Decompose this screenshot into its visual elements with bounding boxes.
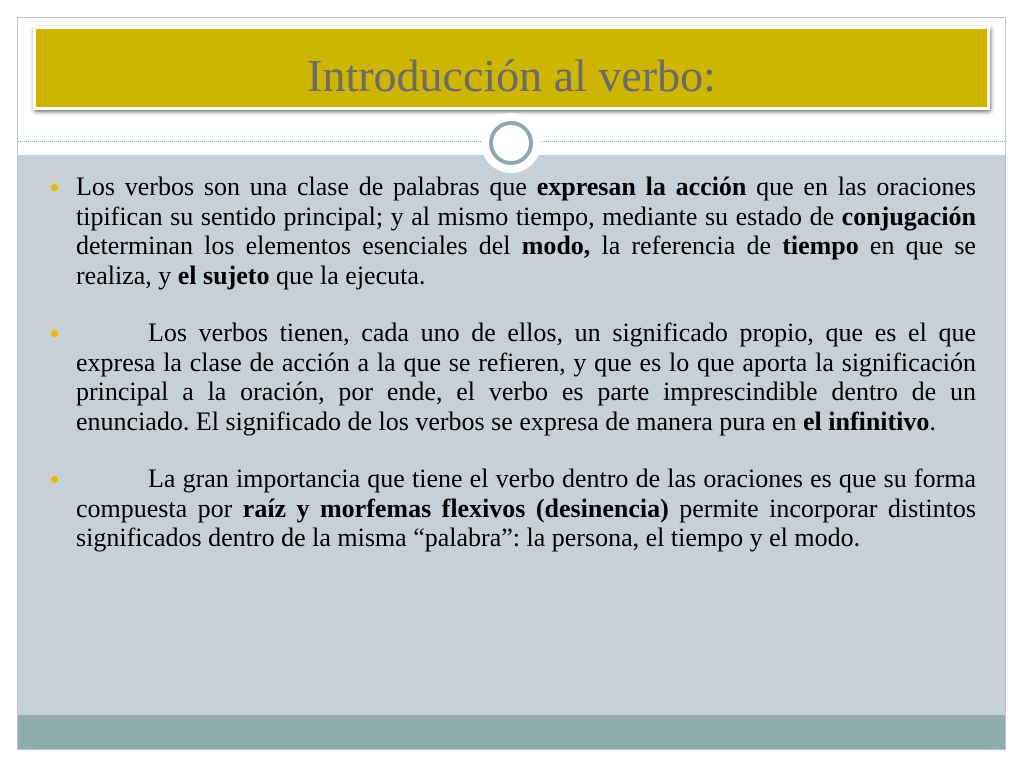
bold-segment: tiempo: [782, 231, 859, 260]
bold-segment: modo,: [521, 231, 591, 260]
text-segment: que la ejecuta.: [269, 260, 426, 290]
bold-segment: conjugación: [841, 201, 976, 231]
text-segment: .: [929, 406, 936, 436]
bold-segment: raíz y morfemas flexivos (desinencia): [242, 493, 669, 523]
bold-segment: expresan la acción: [536, 172, 747, 201]
bold-segment: el sujeto: [177, 260, 270, 290]
text-segment: en que se realiza, y: [76, 231, 976, 290]
bullet-text: [76, 318, 976, 436]
bullet-item: [44, 318, 976, 436]
text-segment: Los verbos son una clase de palabras que: [76, 172, 537, 201]
text-segment: la referencia de: [590, 231, 783, 260]
circle-ring-icon: [489, 121, 533, 165]
title-bar: [33, 26, 990, 110]
bullet-item: [44, 172, 976, 290]
bullet-item: [44, 464, 976, 553]
slide-title: Introducción al verbo:: [307, 50, 716, 101]
text-segment: La gran importancia que tiene el verbo dentro de las oraciones es que su forma compuesta por: [76, 464, 976, 523]
bullet-dot-icon: [50, 475, 59, 484]
bullet-list: [44, 172, 976, 581]
text-segment: determinan los elementos esenciales del: [76, 231, 522, 260]
text-segment: permite incorporar distintos significados dentro de la misma “palabra”: la persona, el tiempo y el modo.: [76, 493, 977, 552]
bullet-text: [76, 464, 976, 553]
text-segment: Los verbos tienen, cada uno de ellos, un significado propio, que es el que expresa la clase de acción a la que se refieren, y que es lo que aporta la significación principal a la oración, por ende, el verbo es parte imprescindible dentro de un enunciado. El significado de los verbos se expresa de manera pura en: [76, 318, 976, 436]
bullet-dot-icon: [50, 329, 59, 338]
footer-bar: [18, 715, 1005, 749]
text-segment: que en las oraciones tipifican su sentido principal; y al mismo tiempo, mediante su estado de: [76, 172, 976, 231]
bullet-text: [76, 172, 976, 290]
bullet-dot-icon: [50, 183, 59, 192]
bold-segment: el infinitivo: [803, 406, 930, 436]
